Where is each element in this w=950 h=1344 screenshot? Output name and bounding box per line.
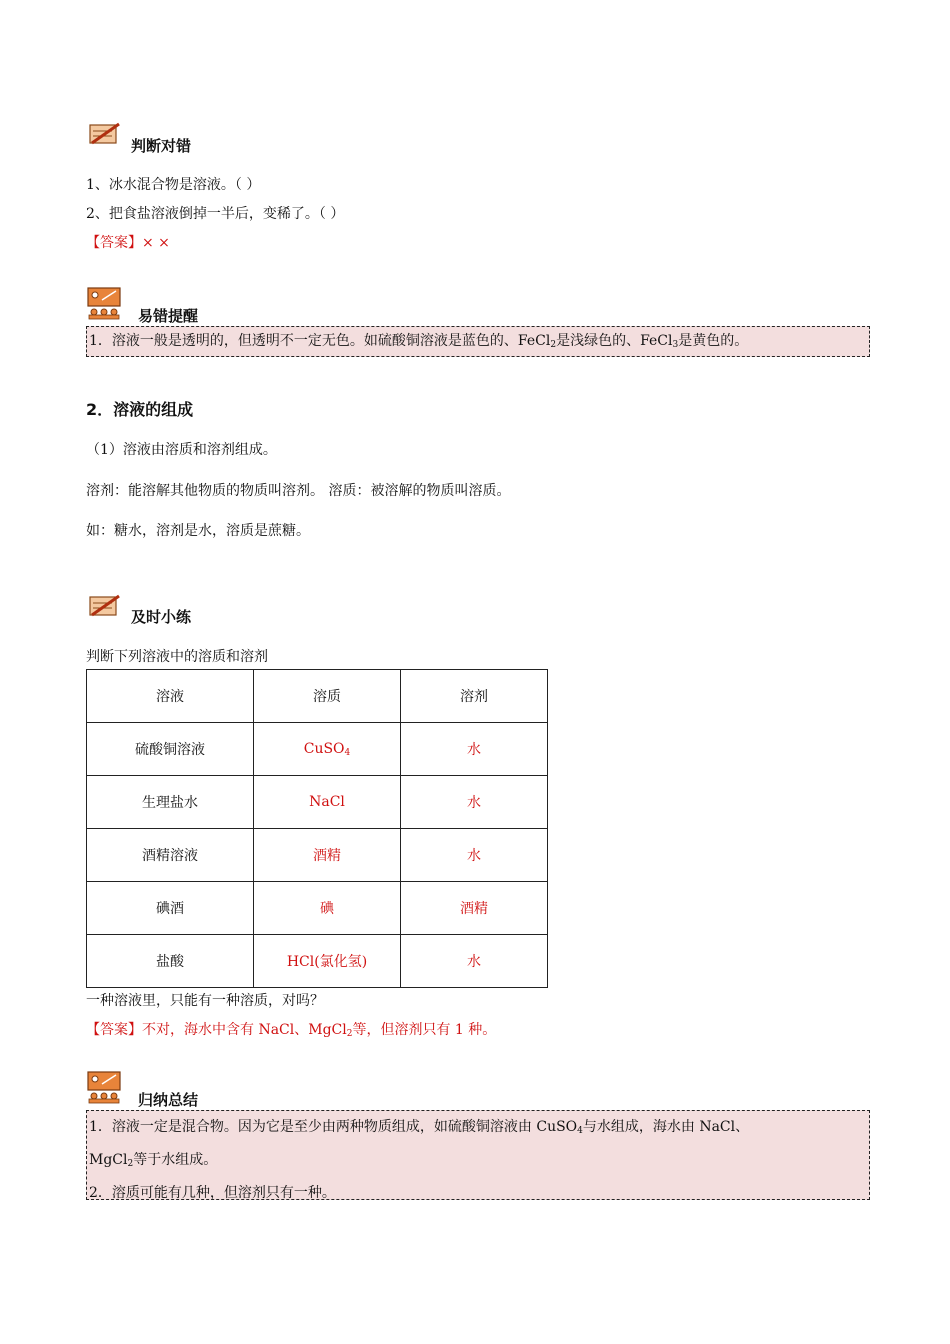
section-title-judge: 判断对错 bbox=[131, 137, 192, 155]
paragraph-3: 如：糖水，溶剂是水，溶质是蔗糖。 bbox=[86, 523, 310, 539]
table-row bbox=[87, 829, 548, 882]
cell-solute: NaCl bbox=[254, 776, 401, 829]
table-row bbox=[87, 776, 548, 829]
pencil-note-icon bbox=[88, 593, 122, 619]
teacher-icon bbox=[86, 1070, 122, 1104]
cell-solution: 盐酸 bbox=[87, 935, 254, 988]
paragraph-2: 溶剂：能溶解其他物质的物质叫溶剂。 溶质：被溶解的物质叫溶质。 bbox=[86, 483, 511, 499]
summary-line-3: 2．溶质可能有几种，但溶剂只有一种。 bbox=[89, 1185, 336, 1201]
pencil-note-icon bbox=[88, 121, 122, 147]
cell-solvent: 水 bbox=[401, 723, 548, 776]
solute-solvent-table bbox=[86, 669, 548, 988]
paragraph-1: （1）溶液由溶质和溶剂组成。 bbox=[86, 442, 277, 458]
section-title-summary: 归纳总结 bbox=[138, 1091, 199, 1109]
question-2: 2、把食盐溶液倒掉一半后，变稀了。（ ） bbox=[86, 206, 345, 222]
question-1: 1、冰水混合物是溶液。（ ） bbox=[86, 177, 261, 193]
answer-line-2: 【答案】不对，海水中含有 NaCl、MgCl$_2$等，但溶剂只有 1 种。 bbox=[86, 1022, 497, 1039]
answer-text: × × bbox=[142, 235, 170, 251]
header-solvent: 溶剂 bbox=[401, 670, 548, 723]
cell-solution: 硫酸铜溶液 bbox=[87, 723, 254, 776]
header-solution: 溶液 bbox=[87, 670, 254, 723]
mistake-note-box bbox=[86, 326, 870, 357]
cell-solvent: 水 bbox=[401, 829, 548, 882]
cell-solute: 碘 bbox=[254, 882, 401, 935]
answer-tag: 【答案】 bbox=[86, 235, 142, 251]
cell-solute: CuSO$_4$ bbox=[254, 723, 401, 776]
cell-solute: HCl(氯化氢) bbox=[254, 935, 401, 988]
summary-box bbox=[86, 1110, 870, 1200]
cell-solvent: 水 bbox=[401, 935, 548, 988]
practice-question: 一种溶液里，只能有一种溶质，对吗？ bbox=[86, 993, 324, 1009]
section-title-mistakes: 易错提醒 bbox=[138, 307, 199, 325]
answer-tag: 【答案】 bbox=[86, 1022, 142, 1038]
table-row bbox=[87, 723, 548, 776]
summary-line-2: MgCl$_2$等于水组成。 bbox=[89, 1152, 218, 1169]
cell-solution: 碘酒 bbox=[87, 882, 254, 935]
section-title-practice: 及时小练 bbox=[131, 608, 192, 626]
table-row bbox=[87, 935, 548, 988]
cell-solute: 酒精 bbox=[254, 829, 401, 882]
table-row bbox=[87, 882, 548, 935]
section-heading-composition: 2．溶液的组成 bbox=[86, 400, 194, 419]
table-header-row bbox=[87, 670, 548, 723]
cell-solution: 生理盐水 bbox=[87, 776, 254, 829]
summary-line-1: 1．溶液一定是混合物。因为它是至少由两种物质组成，如硫酸铜溶液由 CuSO$_4$与水组成，海水由 NaCl、 bbox=[89, 1119, 750, 1136]
mistake-note: 1．溶液一般是透明的，但透明不一定无色。如硫酸铜溶液是蓝色的、FeCl$_2$是浅绿色的、FeCl$_3$是黄色的。 bbox=[89, 333, 749, 350]
cell-solvent: 酒精 bbox=[401, 882, 548, 935]
teacher-icon bbox=[86, 286, 122, 320]
practice-intro: 判断下列溶液中的溶质和溶剂 bbox=[86, 649, 268, 665]
cell-solvent: 水 bbox=[401, 776, 548, 829]
answer-line-1 bbox=[86, 233, 170, 253]
cell-solution: 酒精溶液 bbox=[87, 829, 254, 882]
header-solute: 溶质 bbox=[254, 670, 401, 723]
